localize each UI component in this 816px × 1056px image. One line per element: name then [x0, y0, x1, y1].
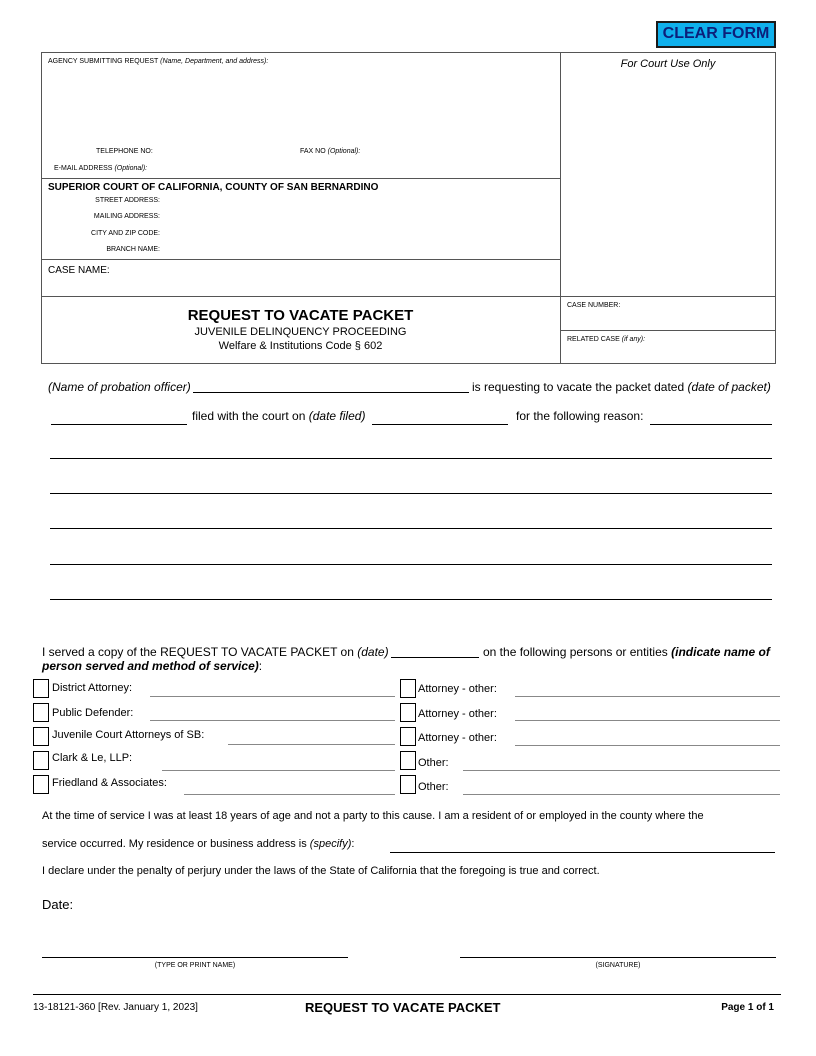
print-name-caption: (TYPE OR PRINT NAME): [154, 962, 236, 969]
service-intro-mid: on the following persons or entities (indicate name of: [483, 645, 770, 659]
other-1-checkbox[interactable]: [400, 751, 416, 770]
residence-statement: service occurred. My residence or business address is (specify):: [42, 838, 355, 850]
other-2-label: Other:: [418, 781, 449, 793]
fax-label: FAX NO (Optional):: [300, 148, 361, 155]
telephone-label: TELEPHONE NO:: [96, 148, 153, 155]
officer-hint: (Name of probation officer): [48, 380, 191, 394]
reason-line[interactable]: [50, 493, 772, 494]
requesting-text: is requesting to vacate the packet dated (date of packet): [472, 380, 771, 394]
perjury-statement: I declare under the penalty of perjury under the laws of the State of California that the foregoing is true and correct.: [42, 865, 600, 877]
friedland-label: Friedland & Associates:: [52, 777, 167, 789]
other-2-checkbox[interactable]: [400, 775, 416, 794]
footer-rule: [33, 994, 781, 995]
clark-le-checkbox[interactable]: [33, 751, 49, 770]
attorney-other-2-checkbox[interactable]: [400, 703, 416, 722]
header-divider: [560, 52, 561, 364]
date-label: Date:: [42, 897, 74, 912]
signature-caption: (SIGNATURE): [595, 962, 641, 969]
juvenile-court-attorneys-field[interactable]: [228, 744, 395, 745]
officer-name-field[interactable]: [193, 392, 469, 393]
email-label: E-MAIL ADDRESS (Optional):: [54, 165, 148, 172]
other-2-field[interactable]: [463, 794, 780, 795]
city-label: CITY AND ZIP CODE:: [91, 230, 160, 237]
form-subtitle: JUVENILE DELINQUENCY PROCEEDING: [194, 326, 407, 338]
page-number: Page 1 of 1: [721, 1002, 774, 1013]
district-attorney-field[interactable]: [150, 696, 395, 697]
district-attorney-checkbox[interactable]: [33, 679, 49, 698]
court-name: SUPERIOR COURT OF CALIFORNIA, COUNTY OF SAN BERNARDINO: [48, 182, 379, 193]
residence-address-field[interactable]: [390, 852, 775, 853]
filed-text: filed with the court on (date filed): [192, 409, 366, 423]
street-label: STREET ADDRESS:: [95, 197, 160, 204]
age-statement: At the time of service I was at least 18 years of age and not a party to this cause. I am a resident of or employed in the county where the: [42, 810, 704, 822]
service-date-field[interactable]: [391, 657, 479, 658]
mailing-label: MAILING ADDRESS:: [93, 213, 160, 220]
clear-form-button[interactable]: CLEAR FORM: [656, 21, 776, 48]
branch-label: BRANCH NAME:: [106, 246, 160, 253]
reason-text: for the following reason:: [516, 409, 644, 423]
packet-date-field[interactable]: [51, 424, 187, 425]
district-attorney-label: District Attorney:: [52, 682, 133, 694]
reason-line[interactable]: [50, 528, 772, 529]
header-rule: [41, 259, 560, 260]
other-1-field[interactable]: [463, 770, 780, 771]
attorney-other-3-checkbox[interactable]: [400, 727, 416, 746]
print-name-field[interactable]: [42, 957, 348, 958]
court-use-label: For Court Use Only: [620, 58, 716, 70]
attorney-other-3-label: Attorney - other:: [418, 732, 497, 744]
public-defender-checkbox[interactable]: [33, 703, 49, 722]
clark-le-label: Clark & Le, LLP:: [52, 752, 133, 764]
signature-field[interactable]: [460, 957, 776, 958]
clark-le-field[interactable]: [162, 770, 395, 771]
form-number: 13-18121-360 [Rev. January 1, 2023]: [33, 1002, 198, 1013]
other-1-label: Other:: [418, 757, 449, 769]
footer-title: REQUEST TO VACATE PACKET: [305, 1000, 501, 1015]
reason-line[interactable]: [50, 458, 772, 459]
attorney-other-2-field[interactable]: [515, 720, 780, 721]
attorney-other-3-field[interactable]: [515, 745, 780, 746]
attorney-other-1-field[interactable]: [515, 696, 780, 697]
form-code: Welfare & Institutions Code § 602: [218, 340, 383, 352]
juvenile-court-attorneys-label: Juvenile Court Attorneys of SB:: [52, 729, 205, 741]
attorney-other-1-label: Attorney - other:: [418, 683, 497, 695]
agency-label: AGENCY SUBMITTING REQUEST (Name, Department, and address):: [48, 58, 269, 65]
attorney-other-1-checkbox[interactable]: [400, 679, 416, 698]
service-intro-start: I served a copy of the REQUEST TO VACATE PACKET on (date): [42, 645, 389, 659]
attorney-other-2-label: Attorney - other:: [418, 708, 497, 720]
form-title: REQUEST TO VACATE PACKET: [187, 307, 414, 324]
case-name-label: CASE NAME:: [48, 265, 110, 276]
case-number-label: CASE NUMBER:: [567, 302, 621, 309]
header-rule: [41, 178, 560, 179]
service-intro-end: person served and method of service):: [42, 659, 263, 673]
date-filed-field[interactable]: [372, 424, 508, 425]
friedland-field[interactable]: [184, 794, 395, 795]
public-defender-label: Public Defender:: [52, 707, 134, 719]
reason-line[interactable]: [50, 599, 772, 600]
header-rule: [560, 330, 776, 331]
related-case-label: RELATED CASE (if any):: [567, 336, 646, 343]
friedland-checkbox[interactable]: [33, 775, 49, 794]
reason-line[interactable]: [50, 564, 772, 565]
header-rule: [41, 296, 776, 297]
juvenile-court-attorneys-checkbox[interactable]: [33, 727, 49, 746]
reason-field[interactable]: [650, 424, 772, 425]
public-defender-field[interactable]: [150, 720, 395, 721]
